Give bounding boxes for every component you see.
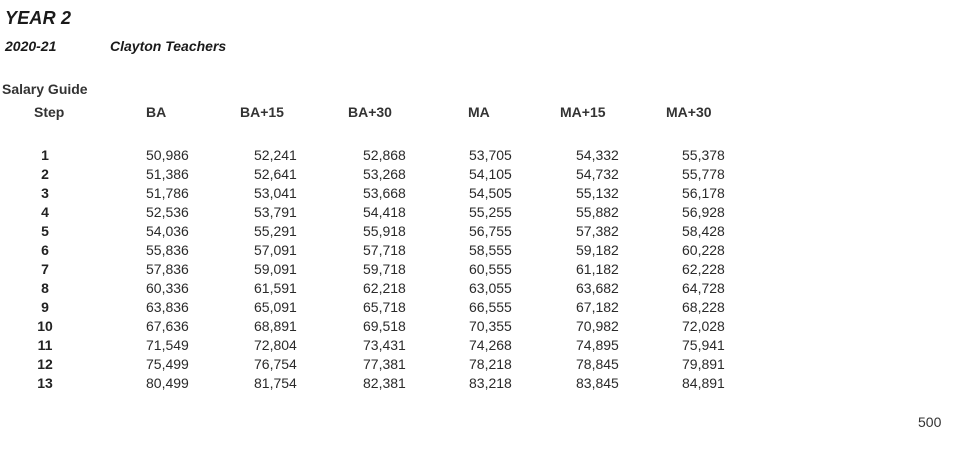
salary-cell: 59,182	[576, 242, 619, 258]
salary-cell: 54,332	[576, 147, 619, 163]
table-row	[0, 165, 967, 184]
salary-cell: 60,555	[469, 261, 512, 277]
salary-cell: 56,755	[469, 223, 512, 239]
column-header-ma-plus-15: MA+15	[560, 104, 606, 120]
document-title: YEAR 2	[5, 8, 72, 28]
salary-cell: 73,431	[363, 337, 406, 353]
salary-guide-label: Salary Guide	[2, 81, 88, 97]
table-row	[0, 298, 967, 317]
table-row	[0, 241, 967, 260]
salary-table	[0, 146, 967, 393]
salary-cell: 68,891	[254, 318, 297, 334]
salary-cell: 72,804	[254, 337, 297, 353]
school-year: 2020-21	[5, 38, 57, 54]
salary-cell: 55,882	[576, 204, 619, 220]
salary-cell: 59,091	[254, 261, 297, 277]
step-number: 2	[41, 166, 49, 182]
salary-cell: 61,591	[254, 280, 297, 296]
salary-cell: 79,891	[682, 356, 725, 372]
district-name: Clayton Teachers	[110, 38, 227, 54]
salary-cell: 54,732	[576, 166, 619, 182]
salary-cell: 75,941	[682, 337, 725, 353]
salary-cell: 71,549	[146, 337, 189, 353]
table-row	[0, 203, 967, 222]
salary-cell: 59,718	[363, 261, 406, 277]
salary-cell: 53,041	[254, 185, 297, 201]
salary-cell: 75,499	[146, 356, 189, 372]
salary-cell: 53,791	[254, 204, 297, 220]
step-number: 5	[41, 223, 49, 239]
salary-cell: 58,555	[469, 242, 512, 258]
salary-cell: 60,228	[682, 242, 725, 258]
step-number: 11	[37, 337, 53, 353]
salary-cell: 78,845	[576, 356, 619, 372]
salary-cell: 51,786	[146, 185, 189, 201]
step-number: 4	[41, 204, 49, 220]
salary-cell: 61,182	[576, 261, 619, 277]
salary-cell: 63,055	[469, 280, 512, 296]
column-header-ba-plus-30: BA+30	[348, 104, 392, 120]
salary-cell: 62,228	[682, 261, 725, 277]
salary-cell: 52,641	[254, 166, 297, 182]
column-header-step: Step	[34, 104, 65, 120]
salary-cell: 53,668	[363, 185, 406, 201]
salary-cell: 57,836	[146, 261, 189, 277]
salary-cell: 69,518	[363, 318, 406, 334]
salary-cell: 55,778	[682, 166, 725, 182]
salary-cell: 76,754	[254, 356, 297, 372]
salary-cell: 55,291	[254, 223, 297, 239]
salary-cell: 84,891	[682, 375, 725, 391]
salary-cell: 53,268	[363, 166, 406, 182]
salary-cell: 55,255	[469, 204, 512, 220]
table-row	[0, 355, 967, 374]
salary-cell: 67,636	[146, 318, 189, 334]
salary-cell: 78,218	[469, 356, 512, 372]
salary-cell: 63,836	[146, 299, 189, 315]
salary-cell: 80,499	[146, 375, 189, 391]
salary-cell: 70,982	[576, 318, 619, 334]
table-row	[0, 260, 967, 279]
salary-cell: 81,754	[254, 375, 297, 391]
step-number: 10	[37, 318, 53, 334]
salary-cell: 54,505	[469, 185, 512, 201]
table-row	[0, 279, 967, 298]
salary-cell: 56,928	[682, 204, 725, 220]
salary-cell: 55,132	[576, 185, 619, 201]
column-header-ma-plus-30: MA+30	[666, 104, 712, 120]
salary-cell: 54,105	[469, 166, 512, 182]
salary-cell: 83,845	[576, 375, 619, 391]
step-number: 1	[41, 147, 49, 163]
column-header-ma: MA	[468, 104, 490, 120]
salary-cell: 68,228	[682, 299, 725, 315]
step-number: 7	[41, 261, 49, 277]
salary-cell: 54,036	[146, 223, 189, 239]
salary-cell: 60,336	[146, 280, 189, 296]
step-number: 13	[37, 375, 53, 391]
salary-cell: 77,381	[363, 356, 406, 372]
salary-cell: 56,178	[682, 185, 725, 201]
table-row	[0, 374, 967, 393]
step-number: 8	[41, 280, 49, 296]
page-side-number: 500	[918, 414, 942, 430]
step-number: 12	[37, 356, 53, 372]
salary-cell: 52,241	[254, 147, 297, 163]
salary-cell: 65,718	[363, 299, 406, 315]
salary-cell: 63,682	[576, 280, 619, 296]
step-number: 9	[41, 299, 49, 315]
salary-cell: 54,418	[363, 204, 406, 220]
salary-cell: 74,268	[469, 337, 512, 353]
salary-cell: 83,218	[469, 375, 512, 391]
step-number: 3	[41, 185, 49, 201]
table-row	[0, 146, 967, 165]
salary-cell: 65,091	[254, 299, 297, 315]
salary-cell: 74,895	[576, 337, 619, 353]
salary-cell: 57,382	[576, 223, 619, 239]
table-row	[0, 222, 967, 241]
table-row	[0, 336, 967, 355]
salary-cell: 52,536	[146, 204, 189, 220]
salary-cell: 64,728	[682, 280, 725, 296]
salary-cell: 55,378	[682, 147, 725, 163]
salary-cell: 55,918	[363, 223, 406, 239]
salary-cell: 62,218	[363, 280, 406, 296]
salary-cell: 50,986	[146, 147, 189, 163]
salary-cell: 66,555	[469, 299, 512, 315]
salary-cell: 52,868	[363, 147, 406, 163]
salary-cell: 51,386	[146, 166, 189, 182]
salary-cell: 58,428	[682, 223, 725, 239]
table-row	[0, 184, 967, 203]
salary-cell: 57,718	[363, 242, 406, 258]
table-row	[0, 317, 967, 336]
salary-cell: 57,091	[254, 242, 297, 258]
salary-cell: 67,182	[576, 299, 619, 315]
step-number: 6	[41, 242, 49, 258]
salary-cell: 72,028	[682, 318, 725, 334]
column-header-ba: BA	[146, 104, 167, 120]
salary-cell: 53,705	[469, 147, 512, 163]
column-header-ba-plus-15: BA+15	[240, 104, 284, 120]
salary-cell: 55,836	[146, 242, 189, 258]
salary-cell: 82,381	[363, 375, 406, 391]
salary-cell: 70,355	[469, 318, 512, 334]
